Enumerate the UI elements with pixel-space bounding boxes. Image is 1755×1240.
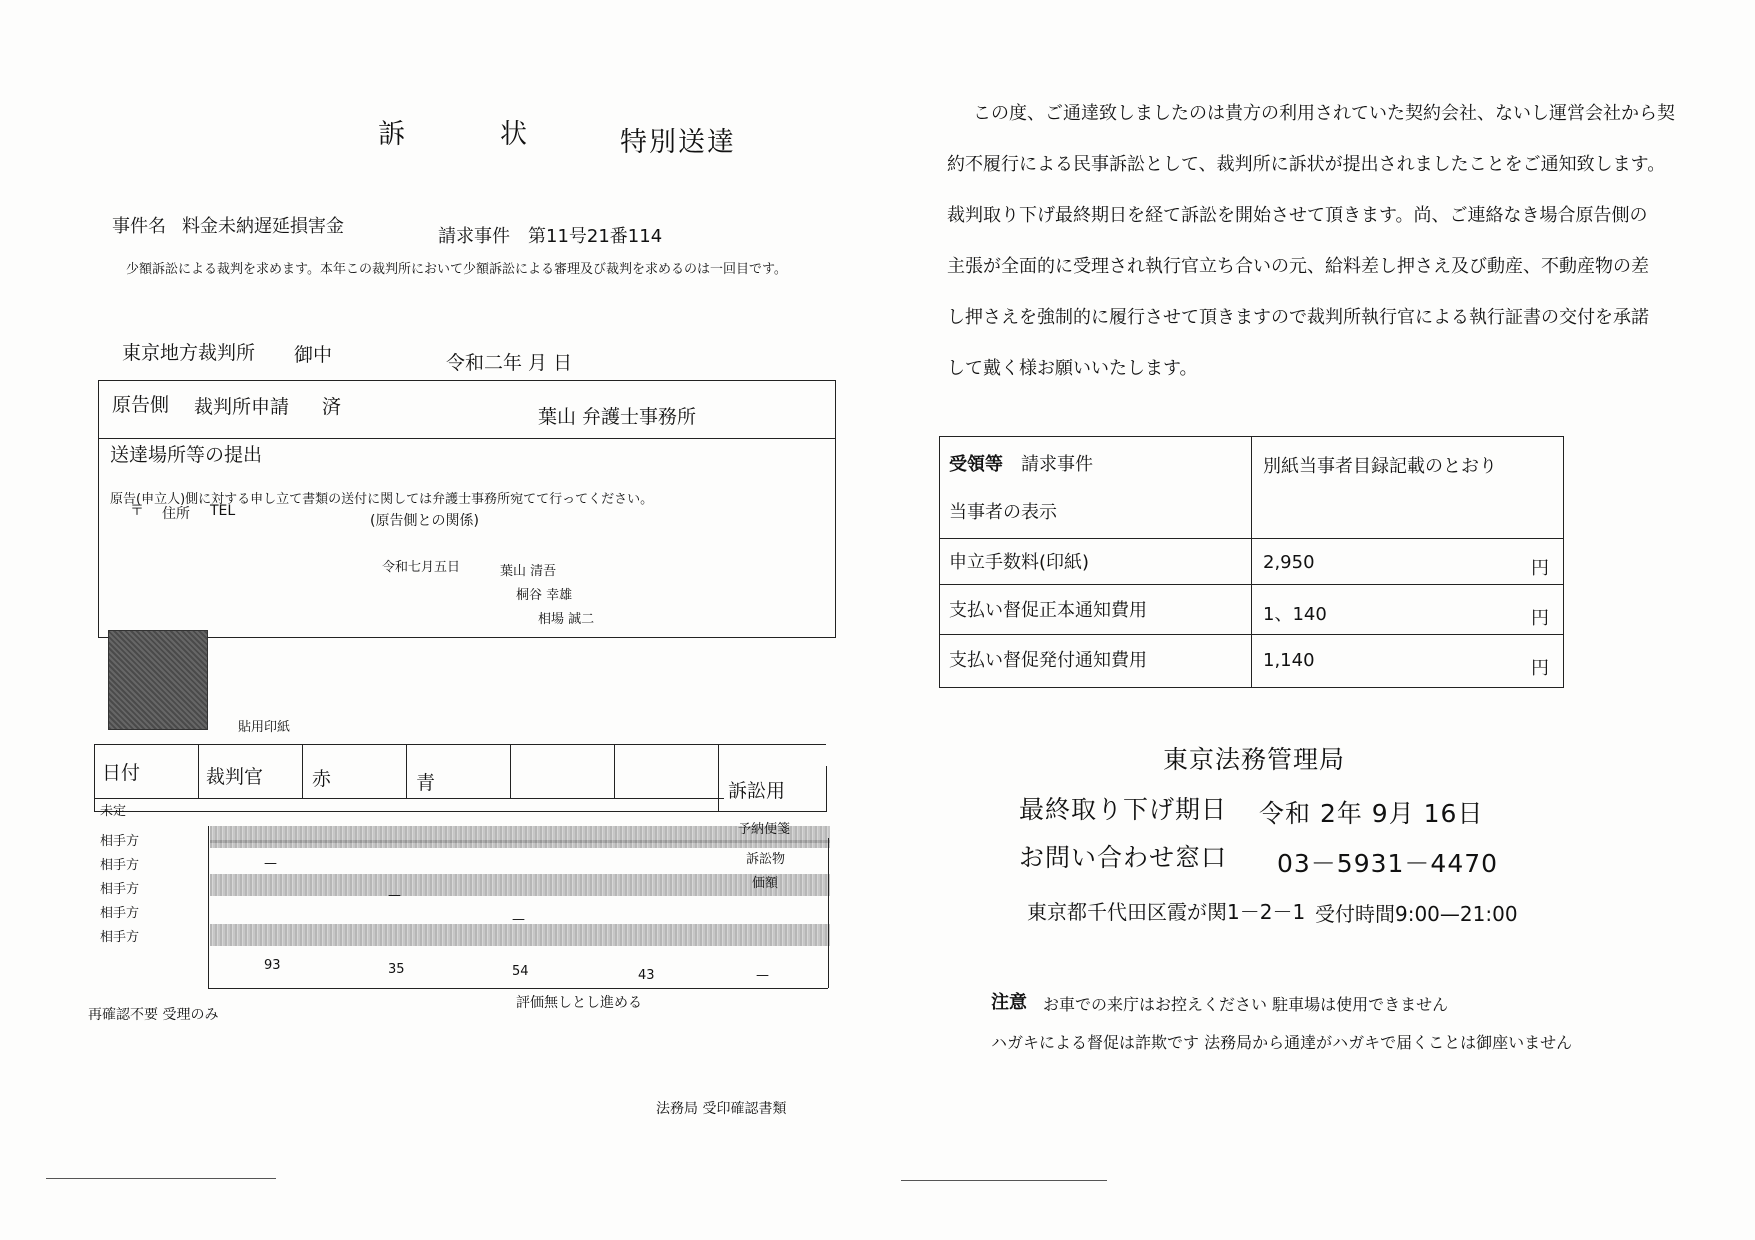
notice-line-1: お車での来庁はお控えください 駐車場は使用できません bbox=[1043, 995, 1449, 1014]
undecided-label: 未定 bbox=[100, 804, 127, 819]
receipt-label: 受領等 bbox=[949, 454, 1003, 475]
paragraph-line: 約不履行による民事訴訟として、裁判所に訴状が提出されましたことをご通知致します。 bbox=[947, 154, 1666, 175]
no-evaluation-note: 評価無しとし進める bbox=[516, 995, 642, 1011]
dash-3: — bbox=[512, 912, 525, 927]
opponent-left-rule bbox=[208, 826, 209, 988]
dash-2: — bbox=[388, 888, 401, 903]
date-table-right bbox=[826, 766, 827, 812]
opponent-row-4: 相手方 bbox=[100, 906, 140, 921]
address-label: 住所 bbox=[162, 506, 190, 522]
submission-note: 原告(申立人)側に対する申し立て書類の送付に関しては弁護士事務所宛てて行ってください。 bbox=[110, 492, 654, 507]
relation-note: (原告側との関係) bbox=[370, 513, 479, 529]
opponent-row-5: 相手方 bbox=[100, 930, 140, 945]
side-label-subject: 訴訟物 bbox=[746, 852, 786, 867]
claim-value: 第11号21番114 bbox=[528, 226, 663, 247]
date-table-top bbox=[94, 744, 826, 745]
date-table bbox=[94, 744, 826, 812]
submission-heading: 送達場所等の提出 bbox=[110, 444, 263, 466]
claim-label-right: 請求事件 bbox=[1021, 454, 1093, 475]
paragraph-line: 主張が全面的に受理され執行官立ち合いの元、給料差し押さえ及び動産、不動産物の差 bbox=[947, 256, 1649, 277]
title-special-delivery: 特別送達 bbox=[620, 127, 736, 158]
col-sep-5 bbox=[614, 744, 615, 798]
fee-row-1-unit: 円 bbox=[1531, 558, 1549, 579]
signer-3: 相場 誠二 bbox=[538, 612, 595, 627]
fee-row-2-amount: 1、140 bbox=[1263, 604, 1327, 625]
fee-row-3-label: 支払い督促発付通知費用 bbox=[949, 650, 1147, 671]
scan-line-left bbox=[46, 1178, 276, 1179]
fee-table-row-sep-1 bbox=[939, 538, 1564, 539]
reconfirm-note: 再確認不要 受理のみ bbox=[88, 1007, 219, 1023]
party-label: 当事者の表示 bbox=[949, 502, 1057, 523]
law-firm: 葉山 弁護士事務所 bbox=[538, 406, 697, 428]
scan-line-right bbox=[901, 1180, 1107, 1181]
paragraph-line: し押さえを強制的に履行させて頂きますので裁判所執行官による執行証書の交付を承諾 bbox=[947, 307, 1649, 328]
paragraph-line: 裁判取り下げ最終期日を経て訴訟を開始させて頂きます。尚、ご連絡なき場合原告側の bbox=[947, 205, 1648, 226]
shaded-row-3 bbox=[210, 924, 830, 946]
court-name: 東京地方裁判所 bbox=[122, 342, 256, 364]
contact-phone: 03－5931－4470 bbox=[1277, 849, 1499, 878]
reception-hours: 受付時間9:00—21:00 bbox=[1315, 902, 1518, 926]
opponent-row-2: 相手方 bbox=[100, 858, 140, 873]
deadline-label: 最終取り下げ期日 bbox=[1019, 795, 1228, 824]
fee-table-row-sep-3 bbox=[939, 634, 1564, 635]
bureau-address: 東京都千代田区霞が関1－2－1 bbox=[1027, 900, 1306, 924]
deadline-value: 令和 2年 9月 16日 bbox=[1259, 799, 1484, 828]
fee-table bbox=[939, 436, 1564, 688]
notice-line-2: ハガキによる督促は詐欺です 法務局から通達がハガキで届くことは御座いません bbox=[991, 1033, 1573, 1052]
notice-title: 注意 bbox=[991, 992, 1027, 1013]
number-43: 43 bbox=[638, 968, 655, 983]
right-page bbox=[877, 0, 1755, 1240]
signer-1: 葉山 清吾 bbox=[500, 564, 557, 579]
col-sep-1 bbox=[198, 744, 199, 798]
col-sep-2 bbox=[302, 744, 303, 798]
side-label-prepaid: 予納便箋 bbox=[738, 822, 791, 837]
dash-4: — bbox=[756, 968, 769, 983]
opponent-row-1: 相手方 bbox=[100, 834, 140, 849]
case-name-label: 事件名 bbox=[112, 216, 166, 237]
footer-note: 法務局 受印確認書類 bbox=[656, 1101, 787, 1117]
fee-row-3-amount: 1,140 bbox=[1263, 650, 1315, 671]
title-sojo-char1: 訴 bbox=[378, 119, 407, 150]
claim-label: 請求事件 bbox=[438, 226, 510, 247]
date-table-mid bbox=[94, 798, 724, 799]
case-name-value: 料金未納遅延損害金 bbox=[182, 216, 344, 237]
signer-2: 桐谷 幸雄 bbox=[516, 588, 573, 603]
header-litigation: 訴訟用 bbox=[728, 780, 786, 802]
small-claim-note: 少額訴訟による裁判を求めます。本年この裁判所において少額訴訟による審理及び裁判を求めるのは一回目です。 bbox=[126, 262, 787, 277]
header-blue: 青 bbox=[416, 772, 436, 794]
header-judge: 裁判官 bbox=[206, 766, 264, 788]
contact-label: お問い合わせ窓口 bbox=[1019, 843, 1228, 872]
fee-row-1-label: 申立手数料(印紙) bbox=[949, 552, 1090, 573]
postal-mark: 〒 bbox=[130, 503, 144, 519]
notice-paragraph bbox=[947, 88, 1687, 394]
application-status: 済 bbox=[322, 396, 342, 418]
fee-row-1-amount: 2,950 bbox=[1263, 552, 1315, 573]
number-54: 54 bbox=[512, 964, 529, 979]
dash-1: — bbox=[264, 856, 277, 871]
stamp-label: 貼用印紙 bbox=[238, 720, 291, 735]
court-application: 裁判所申請 bbox=[194, 396, 290, 418]
col-sep-6 bbox=[718, 744, 719, 812]
col-sep-3 bbox=[406, 744, 407, 798]
side-label-value: 価額 bbox=[752, 876, 779, 891]
plaintiff-label: 原告側 bbox=[112, 394, 170, 416]
fee-table-col-sep bbox=[1251, 436, 1252, 688]
fee-table-row-sep-2 bbox=[939, 584, 1564, 585]
fee-row-3-unit: 円 bbox=[1531, 658, 1549, 679]
filing-date: 令和二年 月 日 bbox=[446, 352, 573, 374]
title-sojo-char2: 状 bbox=[500, 119, 529, 150]
party-value: 別紙当事者目録記載のとおり bbox=[1263, 456, 1497, 477]
shaded-row-2 bbox=[210, 874, 830, 896]
left-page bbox=[0, 0, 877, 1240]
header-date: 日付 bbox=[102, 762, 141, 784]
revenue-stamp-block bbox=[108, 630, 208, 730]
plaintiff-box-divider bbox=[98, 438, 836, 439]
sign-date: 令和七月五日 bbox=[382, 560, 461, 575]
tel-label: TEL bbox=[210, 503, 236, 519]
shaded-row-1 bbox=[210, 826, 830, 848]
number-93: 93 bbox=[264, 958, 281, 973]
opponent-right-rule bbox=[828, 838, 829, 988]
opponent-row-3: 相手方 bbox=[100, 882, 140, 897]
opponent-bottom-rule bbox=[208, 988, 828, 989]
paragraph-line: して戴く様お願いいたします。 bbox=[947, 358, 1198, 379]
court-honorific: 御中 bbox=[294, 344, 333, 366]
col-sep-4 bbox=[510, 744, 511, 798]
header-red: 赤 bbox=[312, 768, 332, 790]
paragraph-line: この度、ご通達致しましたのは貴方の利用されていた契約会社、ないし運営会社から契 bbox=[973, 103, 1675, 124]
bureau-name: 東京法務管理局 bbox=[1163, 745, 1346, 774]
fee-row-2-unit: 円 bbox=[1531, 608, 1549, 629]
number-35: 35 bbox=[388, 962, 405, 977]
fee-row-2-label: 支払い督促正本通知費用 bbox=[949, 600, 1147, 621]
